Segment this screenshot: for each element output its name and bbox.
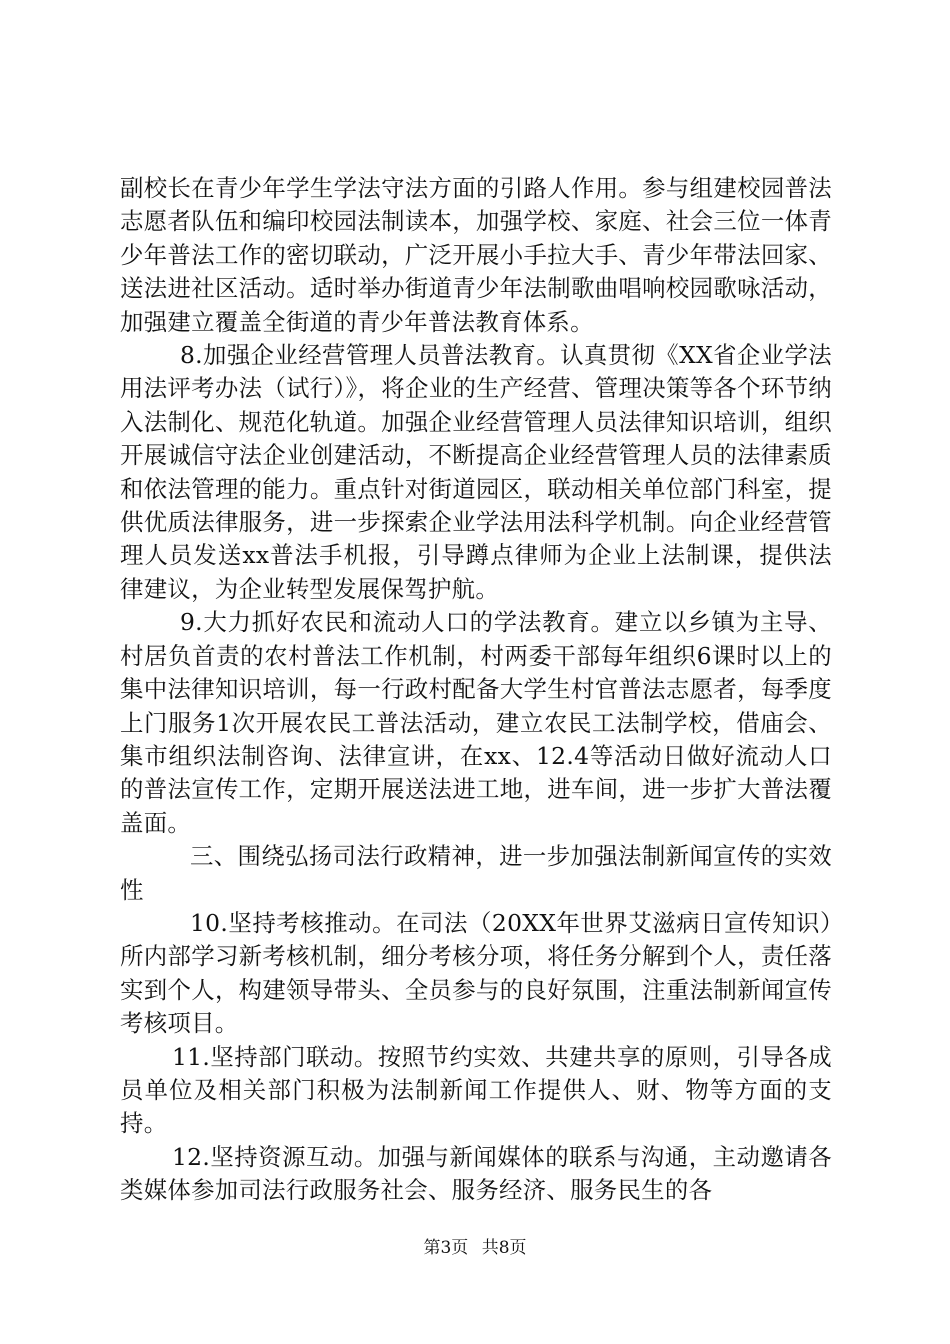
paragraph-item-10: 10.坚持考核推动。在司法（20XX年世界艾滋病日宣传知识）所内部学习新考核机制，细分考核分项，将任务分解到个人，责任落实到个人，构建领导带头、全员参与的良好氛围，注重法制新闻宣传考核项目。 xyxy=(120,908,832,1038)
document-body xyxy=(120,172,832,1208)
paragraph-item-12: 12.坚持资源互动。加强与新闻媒体的联系与沟通，主动邀请各类媒体参加司法行政服务社会、服务经济、服务民生的各 xyxy=(120,1142,832,1205)
paragraph-item-11: 11.坚持部门联动。按照节约实效、共建共享的原则，引导各成员单位及相关部门积极为法制新闻工作提供人、财、物等方面的支持。 xyxy=(120,1042,832,1138)
paragraph-item-9: 9.大力抓好农民和流动人口的学法教育。建立以乡镇为主导、村居负首责的农村普法工作机制，村两委干部每年组织6课时以上的集中法律知识培训，每一行政村配备大学生村官普法志愿者，每季度上门服务1次开展农民工普法活动，建立农民工法制学校，借庙会、集市组织法制咨询、法律宣讲，在xx、12.4等活动日做好流动人口的普法宣传工作，定期开展送法进工地，进车间，进一步扩大普法覆盖面。 xyxy=(120,608,832,837)
page-number: 第3页 xyxy=(423,1238,469,1258)
page-total: 共8页 xyxy=(481,1238,527,1258)
section-heading-3: 三、围绕弘扬司法行政精神，进一步加强法制新闻宣传的实效性 xyxy=(120,842,832,904)
paragraph-continuation: 副校长在青少年学生学法守法方面的引路人作用。参与组建校园普法志愿者队伍和编印校园法制读本，加强学校、家庭、社会三位一体青少年普法工作的密切联动，广泛开展小手拉大手、青少年带法回家、送法进社区活动。适时举办街道青少年法制歌曲唱响校园歌咏活动，加强建立覆盖全街道的青少年普法教育体系。 xyxy=(120,174,832,336)
paragraph-item-8: 8.加强企业经营管理人员普法教育。认真贯彻《XX省企业学法用法评考办法（试行）》，将企业的生产经营、管理决策等各个环节纳入法制化、规范化轨道。加强企业经营管理人员法律知识培训，组织开展诚信守法企业创建活动，不断提高企业经营管理人员的法律素质和依法管理的能力。重点针对街道园区，联动相关单位部门科室，提供优质法律服务，进一步探索企业学法用法科学机制。向企业经营管理人员发送xx普法手机报，引导蹲点律师为企业上法制课，提供法律建议，为企业转型发展保驾护航。 xyxy=(120,341,832,603)
page-footer xyxy=(0,1238,950,1258)
